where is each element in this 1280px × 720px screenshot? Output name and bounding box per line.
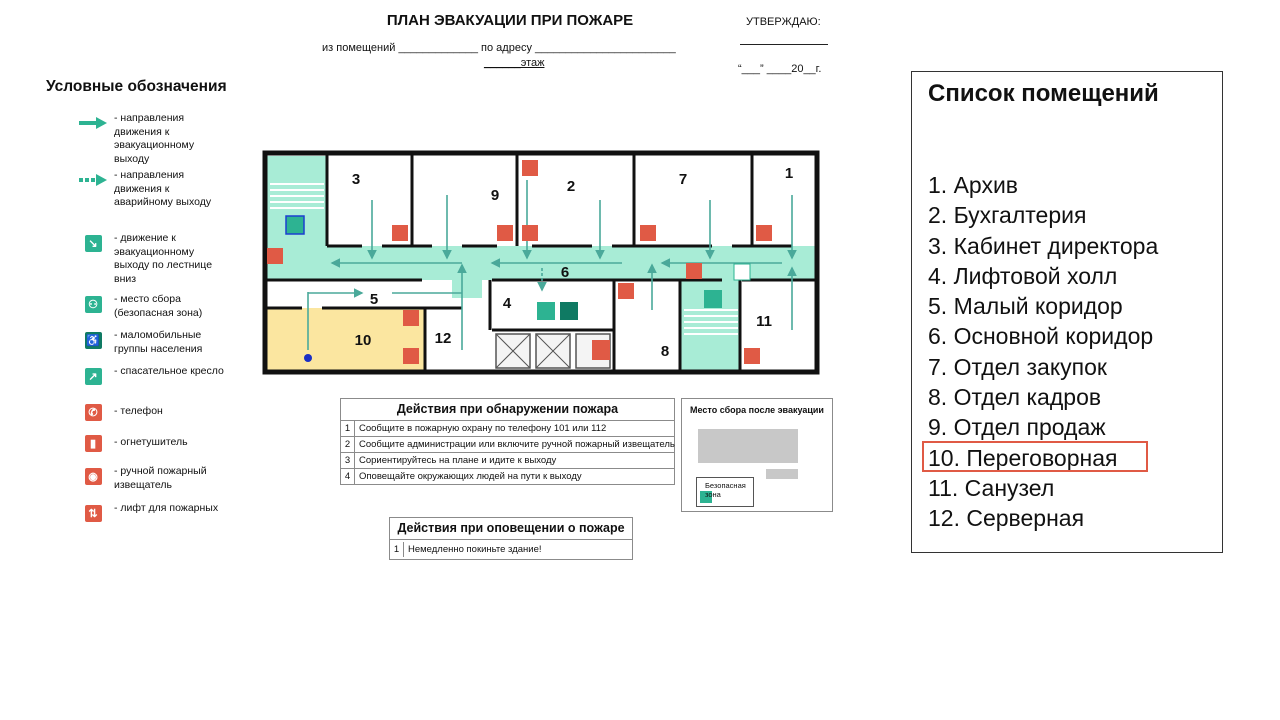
legend-item-evacuation-route [78,112,226,166]
plan-subtitle-address: из помещений _____________ по адресу _______________________ [322,42,676,54]
assembly-sign [537,302,555,320]
list-item: 12. Серверная [928,505,1085,532]
phone-sign [403,310,419,326]
extinguisher-icon: ▮ [85,435,102,452]
list-item: 11. Санузел [928,474,1055,501]
you-are-here-dot [304,354,312,362]
legend-item-fire-alarm [78,465,226,492]
approve-date: “___” ____20__г. [738,63,822,75]
phone-sign [497,225,513,241]
list-item: 7. Отдел закупок [928,353,1107,380]
row-number: 4 [341,469,355,484]
row-number: 1 [390,542,404,557]
stairs-down-sign [286,216,304,234]
fire-actions-title: Действия при обнаружении пожара [341,399,674,421]
extinguisher-sign [522,160,538,176]
phone-sign [392,225,408,241]
fire-alarm-sign [686,263,702,279]
legend-text: - телефон [114,405,163,417]
firefighter-lift-icon: ⇅ [85,505,102,522]
plan-title: ПЛАН ЭВАКУАЦИИ ПРИ ПОЖАРЕ [386,12,634,29]
extinguisher-sign [403,348,419,364]
extinguisher-sign [522,225,538,241]
legend-item-rescue-chair [78,365,226,387]
alarm-actions-title: Действия при оповещении о пожаре [390,518,632,540]
fire-alarm-icon: ◉ [85,468,102,485]
legend-text: - лифт для пожарных [114,502,219,514]
room-number-2: 2 [566,178,576,195]
row-number: 1 [341,421,355,436]
legend-item-stairs-down [78,232,226,286]
room-number-1: 1 [784,165,794,182]
list-item: 5. Малый коридор [928,293,1123,320]
stairs-down-sign [704,290,722,308]
rescue-chair-sign [734,264,750,280]
room-number-5: 5 [369,291,379,308]
map-placeholder-small [766,469,798,479]
legend-text: - движение к эвакуационному выходу по лестнице вниз [114,232,213,285]
floor-plan [262,150,822,380]
rooms-list-title: Список помещений [928,80,1159,107]
legend-text: - направления движения к эвакуационному выходу [114,112,195,165]
room-number-8: 8 [660,343,670,360]
legend-title: Условные обозначения [46,78,227,95]
legend-text: - маломобильные группы населения [114,329,203,355]
legend-text: - ручной пожарный извещатель [114,465,207,491]
row-number: 2 [341,437,355,452]
room-number-3: 3 [351,171,361,188]
row-text: Сообщите администрации или включите ручной пожарный извещатель [359,439,675,450]
wheelchair-icon: ♿ [85,332,102,349]
legend-item-phone [78,401,226,423]
fire-alarm-sign [267,248,283,264]
list-item: 1. Архив [928,172,1019,198]
room-number-4: 4 [502,295,512,312]
room-number-11: 11 [756,313,772,330]
legend-text: - место сбора (безопасная зона) [114,293,203,319]
list-item: 4. Лифтовой холл [928,262,1118,289]
phone-icon: ✆ [85,404,102,421]
legend-text: - огнетушитель [114,436,188,448]
legend-item-firefighter-lift [78,502,226,524]
list-item: 2. Бухгалтерия [928,202,1087,229]
legend-text: - спасательное кресло [114,365,224,377]
room-number-7: 7 [678,171,688,188]
evacuation-arrow-icon [78,112,108,134]
map-placeholder [698,429,798,463]
safe-zone-box [696,477,754,507]
legend-item-assembly-point [78,293,226,320]
assembly-point-box [681,398,833,512]
approve-signature-line [740,44,828,45]
table-row [341,421,674,437]
firefighter-lift-sign [592,340,610,360]
legend-item-emergency-route [78,169,226,210]
room-number-10: 10 [354,332,372,349]
emergency-arrow-icon [78,169,108,191]
extinguisher-sign [744,348,760,364]
list-item: 9. Отдел продаж [928,414,1106,441]
plan-subtitle-floor: ______этаж [484,57,545,69]
fire-actions-table [340,398,675,485]
table-row [341,437,674,453]
rooms-list [928,170,1158,534]
list-item: 10. Переговорная [928,444,1118,471]
phone-sign [640,225,656,241]
list-item: 3. Кабинет директора [928,232,1159,259]
row-text: Немедленно покиньте здание! [408,544,542,555]
assembly-title: Место сбора после эвакуации [690,405,824,415]
table-row [341,469,674,484]
rescue-chair-icon: ↗ [85,368,102,385]
rooms-list-panel [911,71,1223,553]
legend-item-extinguisher [78,432,226,454]
alarm-actions-table [389,517,633,560]
stairs-down-icon: ↘ [85,235,102,252]
legend-item-wheelchair [78,329,226,356]
table-row [341,453,674,469]
room-number-6: 6 [560,264,570,281]
highlight-frame [922,441,1148,472]
room-10-fill [267,308,425,370]
row-text: Сориентируйтесь на плане и идите к выходу [359,455,557,466]
safe-zone-label: Безопасная зона [705,481,746,499]
room-number-12: 12 [434,330,452,347]
wheelchair-sign [560,302,578,320]
extinguisher-sign [756,225,772,241]
corridor-link [452,280,482,298]
legend-text: - направления движения к аварийному выходу [114,169,212,208]
room-number-9: 9 [490,187,500,204]
phone-sign [618,283,634,299]
table-row [390,540,632,559]
list-item: 6. Основной коридор [928,323,1154,350]
approve-label: УТВЕРЖДАЮ: [746,16,821,28]
assembly-point-icon: ⚇ [85,296,102,313]
row-number: 3 [341,453,355,468]
row-text: Сообщите в пожарную охрану по телефону 101 или 112 [359,423,607,434]
row-text: Оповещайте окружающих людей на пути к выходу [359,471,582,482]
list-item: 8. Отдел кадров [928,384,1102,411]
